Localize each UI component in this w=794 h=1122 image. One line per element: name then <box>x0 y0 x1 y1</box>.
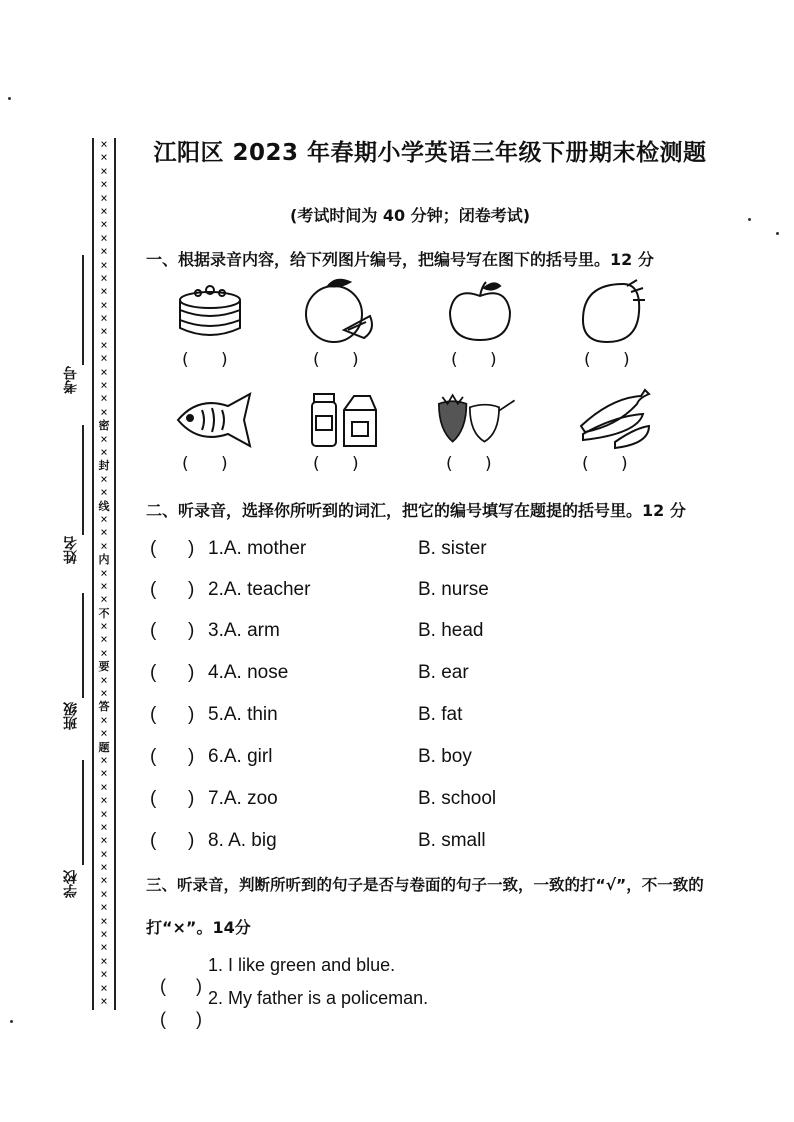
answer-blank[interactable]: ( ) <box>150 662 195 683</box>
seal-x-mark: × <box>100 511 108 526</box>
seal-x-mark: × <box>100 860 108 875</box>
seal-warning-char: 密 <box>98 419 110 433</box>
seal-warning-char: 内 <box>98 553 110 567</box>
seal-x-mark: × <box>100 819 108 834</box>
seal-x-mark: × <box>100 230 108 245</box>
answer-blank[interactable]: ( ) <box>150 788 195 809</box>
option-a: 7.A. zoo <box>208 788 278 809</box>
option-b: B. small <box>418 830 486 851</box>
section3-heading-line2: 打“×”。14分 <box>146 918 251 937</box>
seal-x-mark: × <box>100 967 108 982</box>
seal-x-mark: × <box>100 645 108 660</box>
seal-x-mark: × <box>100 485 108 500</box>
section1-blank-5[interactable]: ( ) <box>182 454 228 474</box>
seal-x-mark: × <box>100 632 108 647</box>
seal-x-mark: × <box>100 297 108 312</box>
option-b: B. head <box>418 620 484 641</box>
section1-blank-7[interactable]: ( ) <box>446 454 492 474</box>
seal-x-mark: × <box>100 150 108 165</box>
seal-x-mark: × <box>100 592 108 607</box>
seal-x-mark: × <box>100 257 108 272</box>
seal-x-mark: × <box>100 980 108 995</box>
seal-warning-char: 不 <box>98 606 110 620</box>
apple-icon <box>440 278 526 348</box>
seal-x-mark: × <box>100 578 108 593</box>
scan-speck <box>748 218 751 221</box>
seal-line-column <box>95 138 113 1008</box>
field-label-xingming: 姓名 <box>63 536 79 564</box>
seal-x-mark: × <box>100 565 108 580</box>
section1-heading: 一、根据录音内容，给下列图片编号，把编号写在图下的括号里。12 分 <box>146 250 654 269</box>
seal-x-mark: × <box>100 927 108 942</box>
exam-subtitle: (考试时间为 40 分钟；闭卷考试) <box>290 206 531 225</box>
seal-x-mark: × <box>100 619 108 634</box>
seal-x-mark: × <box>100 806 108 821</box>
answer-blank[interactable]: ( ) <box>150 620 195 641</box>
seal-x-mark: × <box>100 391 108 406</box>
seal-x-mark: × <box>100 378 108 393</box>
field-label-xuexiao: 学校 <box>63 870 79 898</box>
seal-x-mark: × <box>100 672 108 687</box>
cake-icon <box>170 278 256 348</box>
option-a: 6.A. girl <box>208 746 273 767</box>
field-label-kaohao: 考号 <box>63 366 79 394</box>
exam-title: 江阳区 2023 年春期小学英语三年级下册期末检测题 <box>153 140 707 166</box>
binding-rail-right <box>114 138 116 1010</box>
seal-x-mark: × <box>100 190 108 205</box>
answer-blank[interactable]: ( ) <box>160 976 203 996</box>
section3-item-2 <box>150 988 429 1051</box>
seal-warning-char: 要 <box>98 660 110 674</box>
option-a: 2.A. teacher <box>208 579 311 600</box>
option-b: B. ear <box>418 662 469 683</box>
scan-speck <box>10 1020 13 1023</box>
answer-blank[interactable]: ( ) <box>150 538 195 559</box>
seal-x-mark: × <box>100 886 108 901</box>
seal-x-mark: × <box>100 137 108 151</box>
milk-juice-icon <box>302 388 388 458</box>
answer-blank[interactable]: ( ) <box>150 704 195 725</box>
seal-x-mark: × <box>100 431 108 446</box>
seal-warning-char: 答 <box>98 700 110 714</box>
seal-x-mark: × <box>100 525 108 540</box>
option-a: 4.A. nose <box>208 662 289 683</box>
field-line-xingming <box>82 425 84 535</box>
answer-blank[interactable]: ( ) <box>150 579 195 600</box>
seal-x-mark: × <box>100 471 108 486</box>
seal-x-mark: × <box>100 311 108 326</box>
orange-icon <box>298 276 384 346</box>
seal-x-mark: × <box>100 337 108 352</box>
seal-warning-char: 封 <box>98 459 110 473</box>
seal-x-mark: × <box>100 538 108 553</box>
seal-x-mark: × <box>100 994 108 1008</box>
seal-x-mark: × <box>100 873 108 888</box>
seal-x-mark: × <box>100 351 108 366</box>
field-line-kaohao <box>82 255 84 365</box>
section1-blank-8[interactable]: ( ) <box>582 454 628 474</box>
seal-x-mark: × <box>100 270 108 285</box>
seal-x-mark: × <box>100 324 108 339</box>
answer-blank[interactable]: ( ) <box>160 1009 203 1029</box>
scan-speck <box>776 232 779 235</box>
seal-warning-char: 题 <box>98 740 110 754</box>
seal-x-mark: × <box>100 686 108 701</box>
seal-x-mark: × <box>100 913 108 928</box>
seal-x-mark: × <box>100 953 108 968</box>
option-b: B. nurse <box>418 579 489 600</box>
banana-icon <box>575 386 661 456</box>
seal-x-mark: × <box>100 712 108 727</box>
seal-x-mark: × <box>100 766 108 781</box>
section1-blank-6[interactable]: ( ) <box>313 454 359 474</box>
scan-speck <box>8 97 11 100</box>
fish-icon <box>172 386 258 456</box>
option-a: 3.A. arm <box>208 620 280 641</box>
seal-x-mark: × <box>100 217 108 232</box>
seal-x-mark: × <box>100 833 108 848</box>
answer-blank[interactable]: ( ) <box>150 830 195 851</box>
section1-blank-2[interactable]: ( ) <box>313 350 359 370</box>
sentence: 2. My father is a policeman. <box>208 988 429 1008</box>
seal-x-mark: × <box>100 244 108 259</box>
seal-x-mark: × <box>100 404 108 419</box>
field-label-banji: 班级 <box>63 702 79 730</box>
section1-blank-4[interactable]: ( ) <box>584 350 630 370</box>
seal-x-mark: × <box>100 203 108 218</box>
seal-x-mark: × <box>100 752 108 767</box>
option-b: B. fat <box>418 704 463 725</box>
answer-blank[interactable]: ( ) <box>150 746 195 767</box>
pear-icon <box>575 276 661 346</box>
seal-x-mark: × <box>100 779 108 794</box>
field-line-banji <box>82 593 84 698</box>
seal-x-mark: × <box>100 284 108 299</box>
seal-x-mark: × <box>100 444 108 459</box>
option-a: 8. A. big <box>208 830 277 851</box>
option-b: B. sister <box>418 538 487 559</box>
option-a: 5.A. thin <box>208 704 278 725</box>
section1-blank-1[interactable]: ( ) <box>182 350 228 370</box>
section3-heading-line1: 三、听录音，判断所听到的句子是否与卷面的句子一致，一致的打“√”，不一致的 <box>146 876 704 894</box>
seal-x-mark: × <box>100 900 108 915</box>
strawberry-icon <box>432 380 518 450</box>
seal-x-mark: × <box>100 364 108 379</box>
seal-warning-char: 线 <box>98 499 110 513</box>
seal-x-mark: × <box>100 846 108 861</box>
seal-x-mark: × <box>100 793 108 808</box>
option-b: B. school <box>418 788 497 809</box>
seal-x-mark: × <box>100 726 108 741</box>
section2-heading: 二、听录音，选择你所听到的词汇，把它的编号填写在题提的括号里。12 分 <box>146 501 686 520</box>
binding-rail-left <box>92 138 94 1010</box>
seal-x-mark: × <box>100 163 108 178</box>
field-line-xuexiao <box>82 760 84 865</box>
section1-blank-3[interactable]: ( ) <box>451 350 497 370</box>
option-a: 1.A. mother <box>208 538 307 559</box>
sentence: 1. I like green and blue. <box>208 955 396 975</box>
option-b: B. boy <box>418 746 472 767</box>
seal-x-mark: × <box>100 940 108 955</box>
seal-x-mark: × <box>100 177 108 192</box>
